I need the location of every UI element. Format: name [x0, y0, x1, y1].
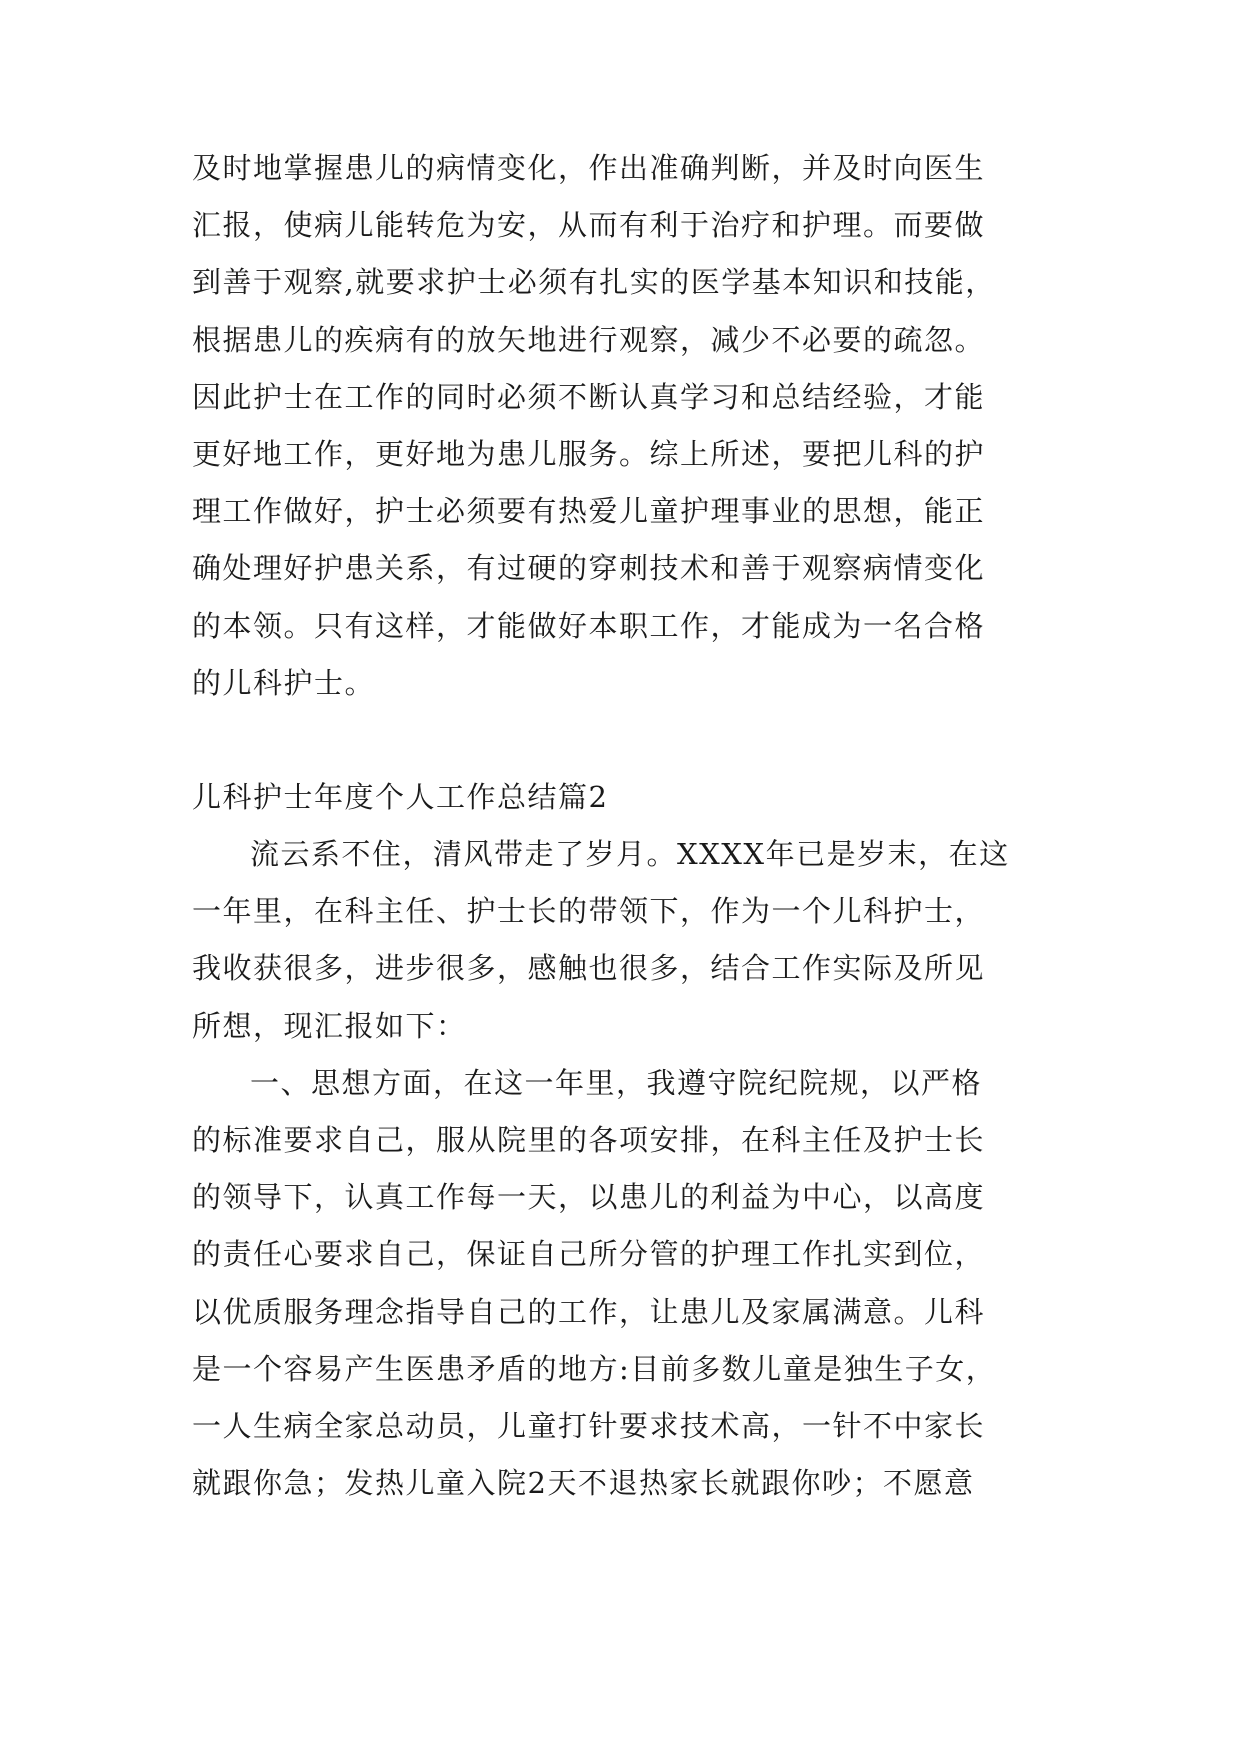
- paragraph-line: 更好地工作，更好地为患儿服务。综上所述，要把儿科的护: [192, 437, 986, 471]
- paragraph-line: 的本领。只有这样，才能做好本职工作，才能成为一名合格: [192, 609, 986, 643]
- paragraph-line: 的标准要求自己，服从院里的各项安排，在科主任及护士长: [192, 1123, 986, 1157]
- paragraph-line: 确处理好护患关系，有过硬的穿刺技术和善于观察病情变化: [192, 551, 986, 585]
- paragraph-line: 是一个容易产生医患矛盾的地方:目前多数儿童是独生子女，: [192, 1352, 997, 1386]
- paragraph-line: 因此护士在工作的同时必须不断认真学习和总结经验，才能: [192, 380, 986, 414]
- paragraph-line: 我收获很多，进步很多，感触也很多，结合工作实际及所见: [192, 951, 986, 985]
- paragraph-line: 的责任心要求自己，保证自己所分管的护理工作扎实到位，: [192, 1237, 986, 1271]
- paragraph-line: 汇报，使病儿能转危为安，从而有利于治疗和护理。而要做: [192, 208, 986, 242]
- paragraph-line: 根据患儿的疾病有的放矢地进行观察，减少不必要的疏忽。: [192, 323, 986, 357]
- paragraph-line: 及时地掌握患儿的病情变化，作出准确判断，并及时向医生: [192, 151, 986, 185]
- paragraph-line: 的领导下，认真工作每一天，以患儿的利益为中心，以高度: [192, 1180, 986, 1214]
- paragraph-line: 流云系不住，清风带走了岁月。XXXX年已是岁末，在这: [250, 837, 1010, 871]
- paragraph-line: 一年里，在科主任、护士长的带领下，作为一个儿科护士，: [192, 894, 986, 928]
- paragraph-line: 一、思想方面，在这一年里，我遵守院纪院规，以严格: [250, 1066, 983, 1100]
- paragraph-line: 的儿科护士。: [192, 666, 376, 700]
- paragraph-line: 到善于观察,就要求护士必须有扎实的医学基本知识和技能，: [192, 265, 996, 299]
- paragraph-line: 一人生病全家总动员，儿童打针要求技术高，一针不中家长: [192, 1409, 986, 1443]
- paragraph-line: 所想，现汇报如下：: [192, 1009, 467, 1043]
- paragraph-line: 理工作做好，护士必须要有热爱儿童护理事业的思想，能正: [192, 494, 986, 528]
- paragraph-line: 就跟你急；发热儿童入院2天不退热家长就跟你吵；不愿意: [192, 1466, 975, 1500]
- paragraph-line: 以优质服务理念指导自己的工作，让患儿及家属满意。儿科: [192, 1295, 986, 1329]
- section-heading: 儿科护士年度个人工作总结篇2: [192, 780, 609, 814]
